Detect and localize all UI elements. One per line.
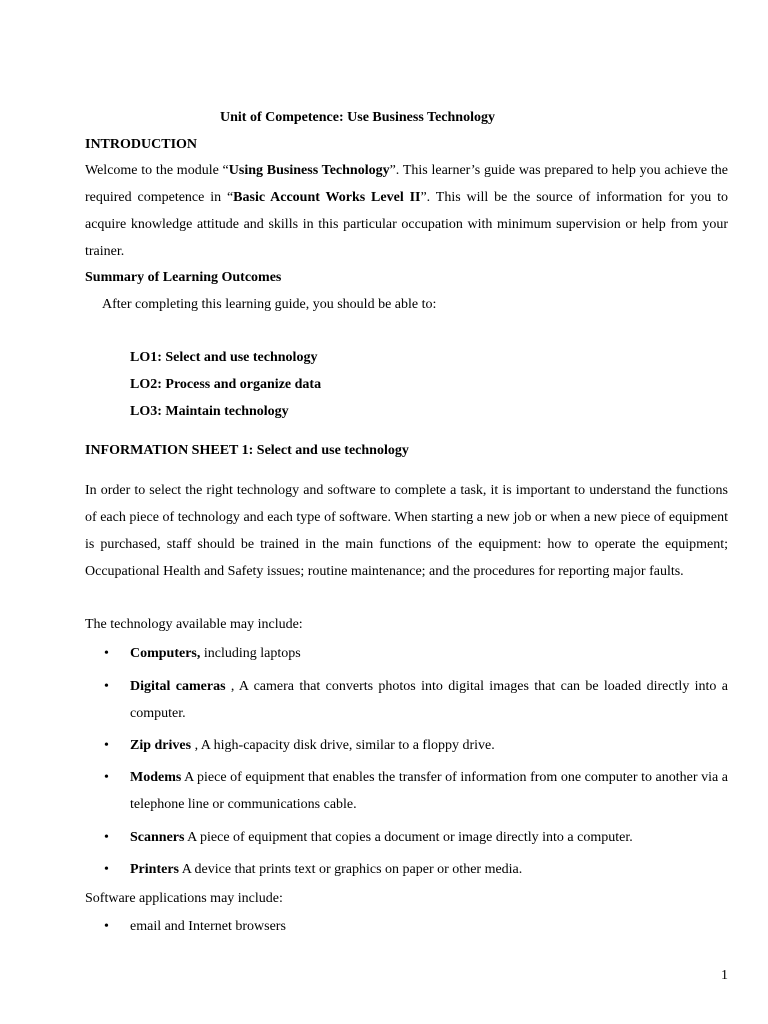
summary-lead: After completing this learning guide, you should be able to: (102, 297, 437, 312)
bullet-icon: • (104, 830, 109, 845)
bullet-icon: • (104, 862, 109, 877)
list-item (130, 732, 728, 759)
bullet-icon: • (104, 919, 109, 934)
list-item (130, 824, 728, 851)
list-item-term: Scanners (130, 830, 185, 845)
list-item (130, 856, 728, 883)
list-item-desc: , A high-capacity disk drive, similar to a floppy drive. (191, 738, 495, 753)
learning-outcome-2: LO2: Process and organize data (130, 377, 322, 392)
list-item-term: Digital cameras (130, 679, 226, 694)
list-item-desc: A piece of equipment that copies a document or image directly into a computer. (184, 830, 633, 845)
bullet-icon: • (104, 646, 109, 661)
list-item (130, 764, 728, 818)
intro-text-3: ”. This will be the source of information for you to acquire knowledge attitude and skills in this particular occupation with minimum supervision or help from your trainer. (85, 190, 728, 259)
list-item: email and Internet browsers (130, 919, 286, 934)
software-lead: Software applications may include: (85, 891, 283, 906)
list-item-desc: A device that prints text or graphics on paper or other media. (178, 862, 523, 877)
list-item-term: Computers, (130, 646, 201, 661)
intro-text-1: Welcome to the module “ (85, 163, 229, 178)
introduction-paragraph (85, 157, 728, 265)
list-item-desc: , A camera that converts photos into digital images that can be loaded directly into a computer. (130, 679, 728, 721)
page-number: 1 (721, 968, 728, 983)
competence-name: Basic Account Works Level II (233, 190, 421, 205)
information-sheet-heading: INFORMATION SHEET 1: Select and use technology (85, 443, 409, 458)
summary-heading: Summary of Learning Outcomes (85, 270, 282, 285)
bullet-icon: • (104, 738, 109, 753)
technology-lead: The technology available may include: (85, 617, 303, 632)
list-item-desc: A piece of equipment that enables the transfer of information from one computer to another via a telephone line or communications cable. (130, 770, 728, 812)
module-name: Using Business Technology (228, 163, 390, 178)
learning-outcome-3: LO3: Maintain technology (130, 404, 289, 419)
list-item (130, 673, 728, 727)
introduction-heading: INTRODUCTION (85, 137, 198, 152)
list-item-term: Printers (130, 862, 179, 877)
page-title: Unit of Competence: Use Business Technology (220, 110, 495, 125)
list-item-desc: including laptops (200, 646, 301, 661)
bullet-icon: • (104, 679, 109, 694)
intro-text-2: ”. This learner’s guide was prepared to help you achieve the required competence in “ (85, 163, 728, 205)
information-paragraph: In order to select the right technology and software to complete a task, it is important to understand the functions of each piece of technology and each type of software. When starting a new job or when a new piece of equipment is purchased, staff should be trained in the main functions of the equipment: how to operate the equipment; Occupational Health and Safety issues; routine maintenance; and the procedures for reporting major faults. (85, 483, 728, 579)
list-item (130, 640, 728, 667)
list-item-term: Zip drives (130, 738, 192, 753)
learning-outcome-1: LO1: Select and use technology (130, 350, 318, 365)
list-item-term: Modems (130, 770, 182, 785)
bullet-icon: • (104, 770, 109, 785)
